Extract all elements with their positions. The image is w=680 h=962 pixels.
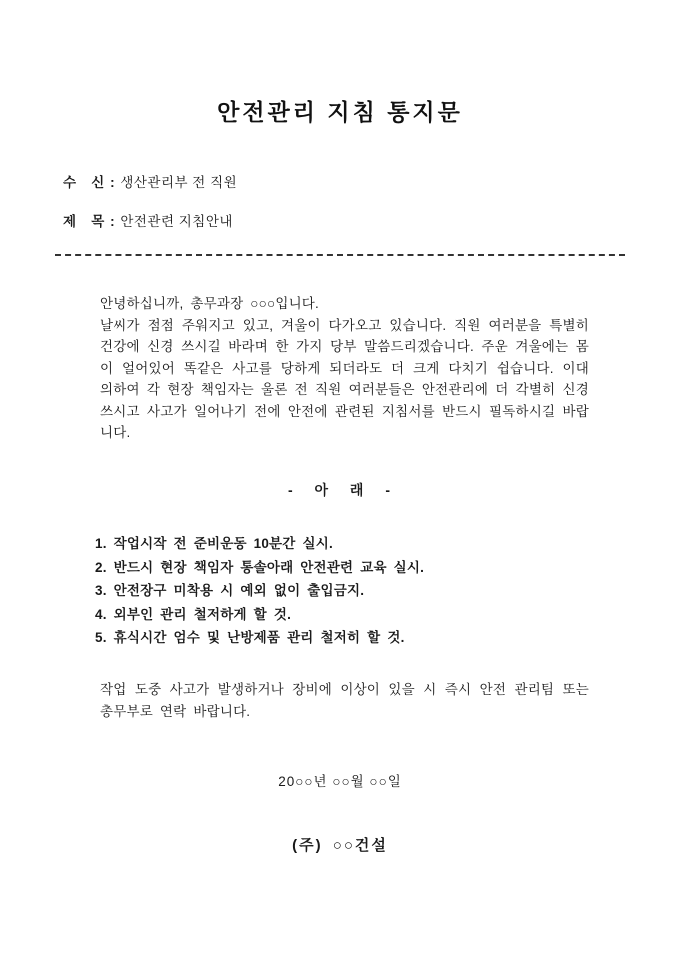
list-item: 3. 안전장구 미착용 시 예외 없이 출입금지. — [95, 583, 365, 599]
meta-block — [63, 171, 563, 249]
subject-line — [63, 210, 563, 230]
list-item: 4. 외부인 관리 철저하게 할 것. — [95, 606, 292, 622]
page-title: 안전관리 지침 통지문 — [217, 99, 463, 125]
dashed-divider — [55, 254, 625, 256]
recipient-value: 생산관리부 전 직원 — [120, 175, 238, 190]
list-item: 5. 휴식시간 엄수 및 난방제품 관리 철저히 할 것. — [95, 630, 405, 646]
list-item: 2. 반드시 현장 책임자 통솔아래 안전관련 교육 실시. — [95, 559, 425, 575]
list-item: 1. 작업시작 전 준비운동 10분간 실시. — [95, 536, 333, 551]
recipient-line — [63, 171, 563, 191]
document-date: 20○○년 ○○월 ○○일 — [278, 774, 402, 789]
closing-paragraph: 작업 도중 사고가 발생하거나 장비에 이상이 있을 시 즉시 안전 관리팀 또는 총무부로 연락 바랍니다. — [100, 682, 589, 719]
greeting-paragraph: 안녕하십니까, 총무과장 ○○○입니다. — [100, 296, 319, 311]
company-signature: (주) ○○건설 — [292, 837, 388, 854]
body-paragraph: 날씨가 점점 주워지고 있고, 겨울이 다가오고 있습니다. 직원 여러분을 특별히 건강에 신경 쓰시길 바라며 한 가지 당부 말씀드리겠습니다. 주운 겨울에는 몸이 얼어있어 똑같은 사고를 당하게 되더라도 더 크게 다치기 쉽습니다. 이대 의하여 각 현장 책임자는 울론 전 직원 여러분들은 안전관리에 더 각별히 신경 쓰시고 사고가 일어나기 전에 안전에 관련된 지침서를 반드시 필독하시길 바랍니다. — [100, 317, 589, 441]
below-heading: - 아 래 - — [287, 482, 393, 498]
subject-value: 안전관련 지침안내 — [120, 214, 233, 229]
subject-label: 제 목 : — [63, 214, 121, 229]
guideline-list — [95, 532, 595, 650]
recipient-label: 수 신 : — [63, 175, 121, 190]
